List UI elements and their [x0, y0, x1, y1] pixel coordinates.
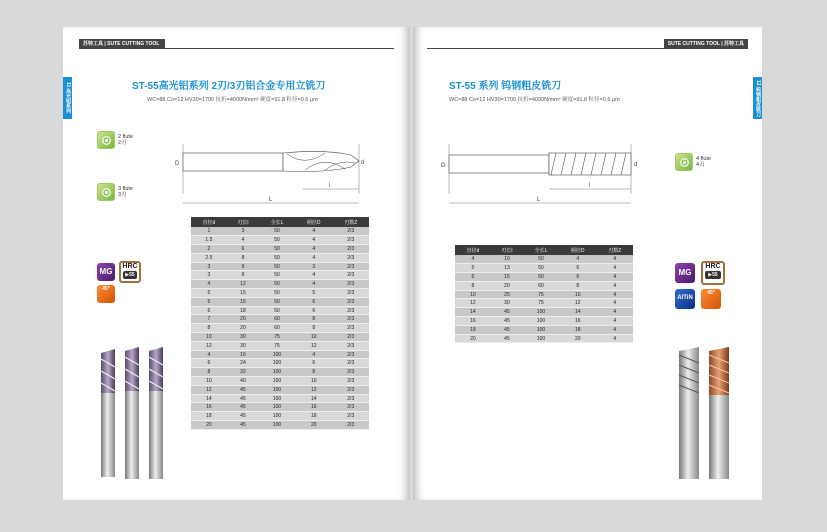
- table-cell: 75: [259, 333, 295, 342]
- table-cell: 2/3: [333, 280, 369, 289]
- helix-angle-value: 45°: [707, 290, 715, 296]
- table-cell: 100: [259, 394, 295, 403]
- hrc-value: ▶55: [123, 271, 137, 279]
- table-cell: 2/3: [333, 245, 369, 254]
- table-cell: 6: [295, 306, 333, 315]
- table-cell: 30: [227, 333, 259, 342]
- table-cell: 100: [523, 334, 559, 343]
- table-cell: 4: [295, 271, 333, 280]
- table-cell: 3: [191, 262, 227, 271]
- flute-icon: [97, 183, 115, 201]
- table-cell: 5: [191, 297, 227, 306]
- table-cell: 8: [559, 281, 597, 290]
- table-cell: 16: [295, 403, 333, 412]
- table-cell: 20: [191, 421, 227, 430]
- table-cell: 6: [559, 264, 597, 273]
- table-cell: 30: [227, 341, 259, 350]
- table-cell: 45: [491, 334, 523, 343]
- table-cell: 4: [559, 255, 597, 264]
- table-cell: 100: [259, 421, 295, 430]
- flute-2-cn: 2刃: [118, 140, 127, 146]
- table-row: [191, 341, 369, 350]
- dim-L-label: L: [269, 197, 273, 203]
- table-cell: 18: [559, 325, 597, 334]
- table-cell: 4: [191, 280, 227, 289]
- table-cell: 45: [491, 308, 523, 317]
- table-cell: 45: [227, 412, 259, 421]
- left-side-tab: [63, 77, 72, 119]
- table-cell: 14: [295, 394, 333, 403]
- right-header-bar: SUTE CUTTING TOOL | 苏特工具: [664, 39, 748, 49]
- table-row: [191, 377, 369, 386]
- table-cell: 9: [227, 271, 259, 280]
- table-cell: 4: [227, 236, 259, 245]
- flute-3-indicator: [97, 183, 133, 201]
- table-cell: 8: [295, 368, 333, 377]
- table-cell: 12: [295, 341, 333, 350]
- table-cell: 4: [295, 245, 333, 254]
- table-row: [191, 403, 369, 412]
- table-cell: 2: [191, 245, 227, 254]
- table-cell: 3: [191, 271, 227, 280]
- table-cell: 4: [455, 255, 491, 264]
- table-cell: 60: [259, 324, 295, 333]
- dim-l-label: l: [329, 183, 331, 189]
- right-tool-photo: [671, 345, 743, 485]
- left-page-num: 11: [65, 82, 71, 88]
- table-cell: 100: [523, 308, 559, 317]
- table-cell: 50: [259, 262, 295, 271]
- table-row: [191, 421, 369, 430]
- table-row: [191, 262, 369, 271]
- table-cell: 2/3: [333, 350, 369, 359]
- table-cell: 75: [523, 299, 559, 308]
- right-header-line: [427, 48, 748, 49]
- table-cell: 3: [227, 227, 259, 236]
- table-header-cell: 全长L: [259, 217, 295, 227]
- table-row: [455, 325, 633, 334]
- flute-3-en: 3 flute: [118, 186, 133, 192]
- table-row: [455, 255, 633, 264]
- table-cell: 50: [523, 255, 559, 264]
- table-cell: 8: [455, 281, 491, 290]
- table-cell: 14: [191, 394, 227, 403]
- table-row: [191, 324, 369, 333]
- table-cell: 8: [227, 253, 259, 262]
- table-cell: 12: [295, 385, 333, 394]
- table-cell: 24: [227, 359, 259, 368]
- table-header-cell: 直径d: [455, 245, 491, 255]
- table-cell: 45: [227, 403, 259, 412]
- right-spec-line: WC=88 Co=12 HV30=1700 抗折=4000N/mm² 硬度=91.8 粒径=0.6 μm: [449, 97, 620, 103]
- dim-D-label: D: [441, 163, 446, 169]
- left-side-tab-label: 高光铝系列: [65, 88, 71, 114]
- table-row: [455, 334, 633, 343]
- table-cell: 14: [559, 308, 597, 317]
- table-cell: 2/3: [333, 412, 369, 421]
- table-cell: 20: [491, 281, 523, 290]
- table-cell: 6: [191, 306, 227, 315]
- hrc-badge: [119, 261, 141, 283]
- flute-2-en: 2 flute: [118, 134, 133, 140]
- left-page: [63, 27, 410, 500]
- table-row: [191, 253, 369, 262]
- table-cell: 16: [559, 317, 597, 326]
- table-row: [191, 297, 369, 306]
- dim-l-label: l: [589, 183, 591, 189]
- table-cell: 20: [227, 324, 259, 333]
- table-cell: 50: [259, 253, 295, 262]
- table-cell: 10: [491, 255, 523, 264]
- table-cell: 50: [259, 227, 295, 236]
- table-cell: 2/3: [333, 262, 369, 271]
- table-cell: 2/3: [333, 377, 369, 386]
- table-cell: 5: [455, 264, 491, 273]
- table-cell: 2/3: [333, 253, 369, 262]
- table-row: [455, 273, 633, 282]
- table-cell: 4: [597, 290, 633, 299]
- table-cell: 50: [259, 280, 295, 289]
- table-cell: 18: [295, 412, 333, 421]
- table-cell: 16: [227, 350, 259, 359]
- table-cell: 16: [455, 317, 491, 326]
- table-cell: 40: [227, 377, 259, 386]
- table-row: [191, 271, 369, 280]
- left-spec-table: [191, 217, 369, 430]
- table-row: [191, 359, 369, 368]
- table-cell: 60: [259, 315, 295, 324]
- table-cell: 1.5: [191, 236, 227, 245]
- dim-d-label: d: [634, 162, 638, 168]
- table-cell: 7: [191, 315, 227, 324]
- flute-4-cn: 4刃: [696, 162, 705, 168]
- table-cell: 10: [559, 290, 597, 299]
- table-cell: 10: [455, 290, 491, 299]
- table-cell: 100: [259, 368, 295, 377]
- table-cell: 4: [295, 236, 333, 245]
- table-cell: 4: [597, 264, 633, 273]
- table-cell: 3: [295, 262, 333, 271]
- table-cell: 18: [191, 412, 227, 421]
- flute-4-indicator: [675, 153, 711, 171]
- table-header-cell: 直径d: [191, 217, 227, 227]
- table-cell: 4: [295, 350, 333, 359]
- table-cell: 50: [523, 273, 559, 282]
- table-cell: 2/3: [333, 394, 369, 403]
- table-cell: 2/3: [333, 271, 369, 280]
- flute-icon: [97, 131, 115, 149]
- table-cell: 20: [455, 334, 491, 343]
- table-cell: 8: [191, 368, 227, 377]
- table-cell: 2/3: [333, 297, 369, 306]
- table-cell: 75: [259, 341, 295, 350]
- table-cell: 6: [295, 297, 333, 306]
- table-row: [191, 289, 369, 298]
- table-cell: 10: [295, 377, 333, 386]
- table-row: [191, 368, 369, 377]
- table-cell: 45: [227, 394, 259, 403]
- table-cell: 20: [295, 421, 333, 430]
- table-row: [191, 350, 369, 359]
- table-cell: 50: [259, 236, 295, 245]
- table-cell: 100: [259, 403, 295, 412]
- hrc-badge: [701, 261, 725, 285]
- table-row: [191, 394, 369, 403]
- table-cell: 4: [295, 253, 333, 262]
- table-header-cell: 刃长l: [227, 217, 259, 227]
- table-cell: 6: [455, 273, 491, 282]
- table-row: [191, 333, 369, 342]
- hrc-value: ▶55: [705, 271, 721, 279]
- flute-icon: [675, 153, 693, 171]
- table-cell: 4: [597, 255, 633, 264]
- table-cell: 2/3: [333, 403, 369, 412]
- left-page-title: ST-55高光铝系列 2刃/3刃铝合金专用立铣刀: [132, 81, 326, 92]
- table-cell: 100: [523, 317, 559, 326]
- table-cell: 4: [597, 317, 633, 326]
- helix-angle-value: 45°: [102, 286, 110, 292]
- table-row: [191, 236, 369, 245]
- table-cell: 2/3: [333, 306, 369, 315]
- table-cell: 8: [295, 315, 333, 324]
- table-cell: 4: [191, 350, 227, 359]
- helix-angle-badge: [701, 289, 721, 309]
- table-cell: 15: [491, 273, 523, 282]
- table-cell: 6: [227, 245, 259, 254]
- table-cell: 5: [191, 289, 227, 298]
- table-cell: 4: [295, 227, 333, 236]
- hrc-label: HRC: [705, 263, 721, 270]
- table-cell: 8: [295, 324, 333, 333]
- table-cell: 100: [259, 350, 295, 359]
- left-dimension-drawing: [175, 139, 365, 211]
- table-cell: 4: [597, 281, 633, 290]
- table-cell: 10: [191, 377, 227, 386]
- dim-L-label: L: [537, 197, 541, 203]
- table-cell: 1: [191, 227, 227, 236]
- table-row: [191, 227, 369, 236]
- flute-2-indicator: [97, 131, 133, 149]
- table-header-cell: 全长L: [523, 245, 559, 255]
- table-cell: 2/3: [333, 289, 369, 298]
- table-cell: 6: [191, 359, 227, 368]
- table-cell: 12: [227, 280, 259, 289]
- mg-badge: MG: [675, 263, 695, 283]
- table-cell: 75: [523, 290, 559, 299]
- table-row: [455, 317, 633, 326]
- table-cell: 50: [259, 306, 295, 315]
- table-cell: 2/3: [333, 359, 369, 368]
- table-cell: 45: [227, 421, 259, 430]
- table-cell: 4: [597, 299, 633, 308]
- dim-d-label: d: [361, 160, 365, 166]
- table-cell: 100: [523, 325, 559, 334]
- table-cell: 4: [295, 280, 333, 289]
- table-cell: 45: [227, 385, 259, 394]
- helix-angle-badge: [97, 285, 115, 303]
- table-cell: 4: [597, 273, 633, 282]
- table-cell: 20: [227, 315, 259, 324]
- right-page-num: 12: [755, 79, 761, 86]
- table-cell: 12: [559, 299, 597, 308]
- table-row: [191, 245, 369, 254]
- table-cell: 4: [597, 308, 633, 317]
- table-cell: 8: [191, 324, 227, 333]
- table-cell: 12: [191, 385, 227, 394]
- table-cell: 4: [597, 334, 633, 343]
- table-cell: 50: [259, 297, 295, 306]
- table-cell: 13: [491, 264, 523, 273]
- table-cell: 10: [295, 333, 333, 342]
- table-cell: 2/3: [333, 324, 369, 333]
- table-cell: 9: [227, 262, 259, 271]
- right-side-tab-label: 钨钢粗皮铣刀: [755, 86, 761, 117]
- table-cell: 30: [491, 299, 523, 308]
- table-cell: 50: [259, 271, 295, 280]
- flute-4-en: 4 flute: [696, 156, 711, 162]
- left-tool-photo: [95, 345, 175, 485]
- table-cell: 18: [455, 325, 491, 334]
- table-cell: 2/3: [333, 227, 369, 236]
- table-cell: 14: [455, 308, 491, 317]
- table-header-cell: 刃长l: [491, 245, 523, 255]
- table-cell: 15: [227, 297, 259, 306]
- right-spec-table: [455, 245, 633, 343]
- right-side-tab: [753, 77, 762, 119]
- table-row: [455, 281, 633, 290]
- table-row: [455, 299, 633, 308]
- table-cell: 100: [259, 385, 295, 394]
- table-row: [191, 385, 369, 394]
- table-cell: 32: [227, 368, 259, 377]
- aitin-coating-badge: AITiN: [675, 289, 695, 309]
- table-row: [455, 308, 633, 317]
- hrc-label: HRC: [122, 263, 138, 270]
- table-cell: 5: [295, 289, 333, 298]
- dim-D-label: D: [175, 161, 180, 167]
- table-cell: 2/3: [333, 368, 369, 377]
- table-cell: 4: [597, 325, 633, 334]
- table-row: [455, 264, 633, 273]
- table-cell: 2/3: [333, 315, 369, 324]
- table-header-cell: 柄径D: [295, 217, 333, 227]
- table-cell: 100: [259, 359, 295, 368]
- table-row: [191, 315, 369, 324]
- table-cell: 12: [455, 299, 491, 308]
- table-cell: 20: [559, 334, 597, 343]
- table-cell: 2/3: [333, 341, 369, 350]
- right-dimension-drawing: [441, 139, 641, 211]
- table-cell: 6: [295, 359, 333, 368]
- table-cell: 12: [191, 341, 227, 350]
- table-cell: 50: [259, 289, 295, 298]
- left-header-bar: 苏特工具 | SUTE CUTTING TOOL: [79, 39, 165, 49]
- table-row: [191, 280, 369, 289]
- table-cell: 18: [227, 306, 259, 315]
- table-cell: 6: [559, 273, 597, 282]
- table-row: [455, 290, 633, 299]
- table-cell: 16: [191, 403, 227, 412]
- left-header-line: [79, 48, 394, 49]
- table-cell: 50: [523, 264, 559, 273]
- table-cell: 2.5: [191, 253, 227, 262]
- table-cell: 2/3: [333, 333, 369, 342]
- table-cell: 45: [491, 325, 523, 334]
- right-page: [413, 27, 762, 500]
- table-header-cell: 刃数Z: [333, 217, 369, 227]
- flute-3-cn: 3刃: [118, 192, 127, 198]
- table-cell: 2/3: [333, 236, 369, 245]
- table-cell: 25: [491, 290, 523, 299]
- left-spec-line: WC=88 Co=12 HV30=1700 抗折=4000N/mm² 硬度=91.8 粒径=0.6 μm: [147, 97, 318, 103]
- mg-badge: MG: [97, 263, 115, 281]
- table-cell: 50: [259, 245, 295, 254]
- table-cell: 10: [191, 333, 227, 342]
- table-cell: 100: [259, 377, 295, 386]
- right-page-title: ST-55 系列 钨钢粗皮铣刀: [449, 81, 562, 92]
- table-cell: 100: [259, 412, 295, 421]
- table-header-cell: 刃数Z: [597, 245, 633, 255]
- table-header-cell: 柄径D: [559, 245, 597, 255]
- table-cell: 2/3: [333, 421, 369, 430]
- table-cell: 60: [523, 281, 559, 290]
- table-row: [191, 412, 369, 421]
- table-cell: 2/3: [333, 385, 369, 394]
- table-cell: 45: [491, 317, 523, 326]
- table-row: [191, 306, 369, 315]
- table-cell: 15: [227, 289, 259, 298]
